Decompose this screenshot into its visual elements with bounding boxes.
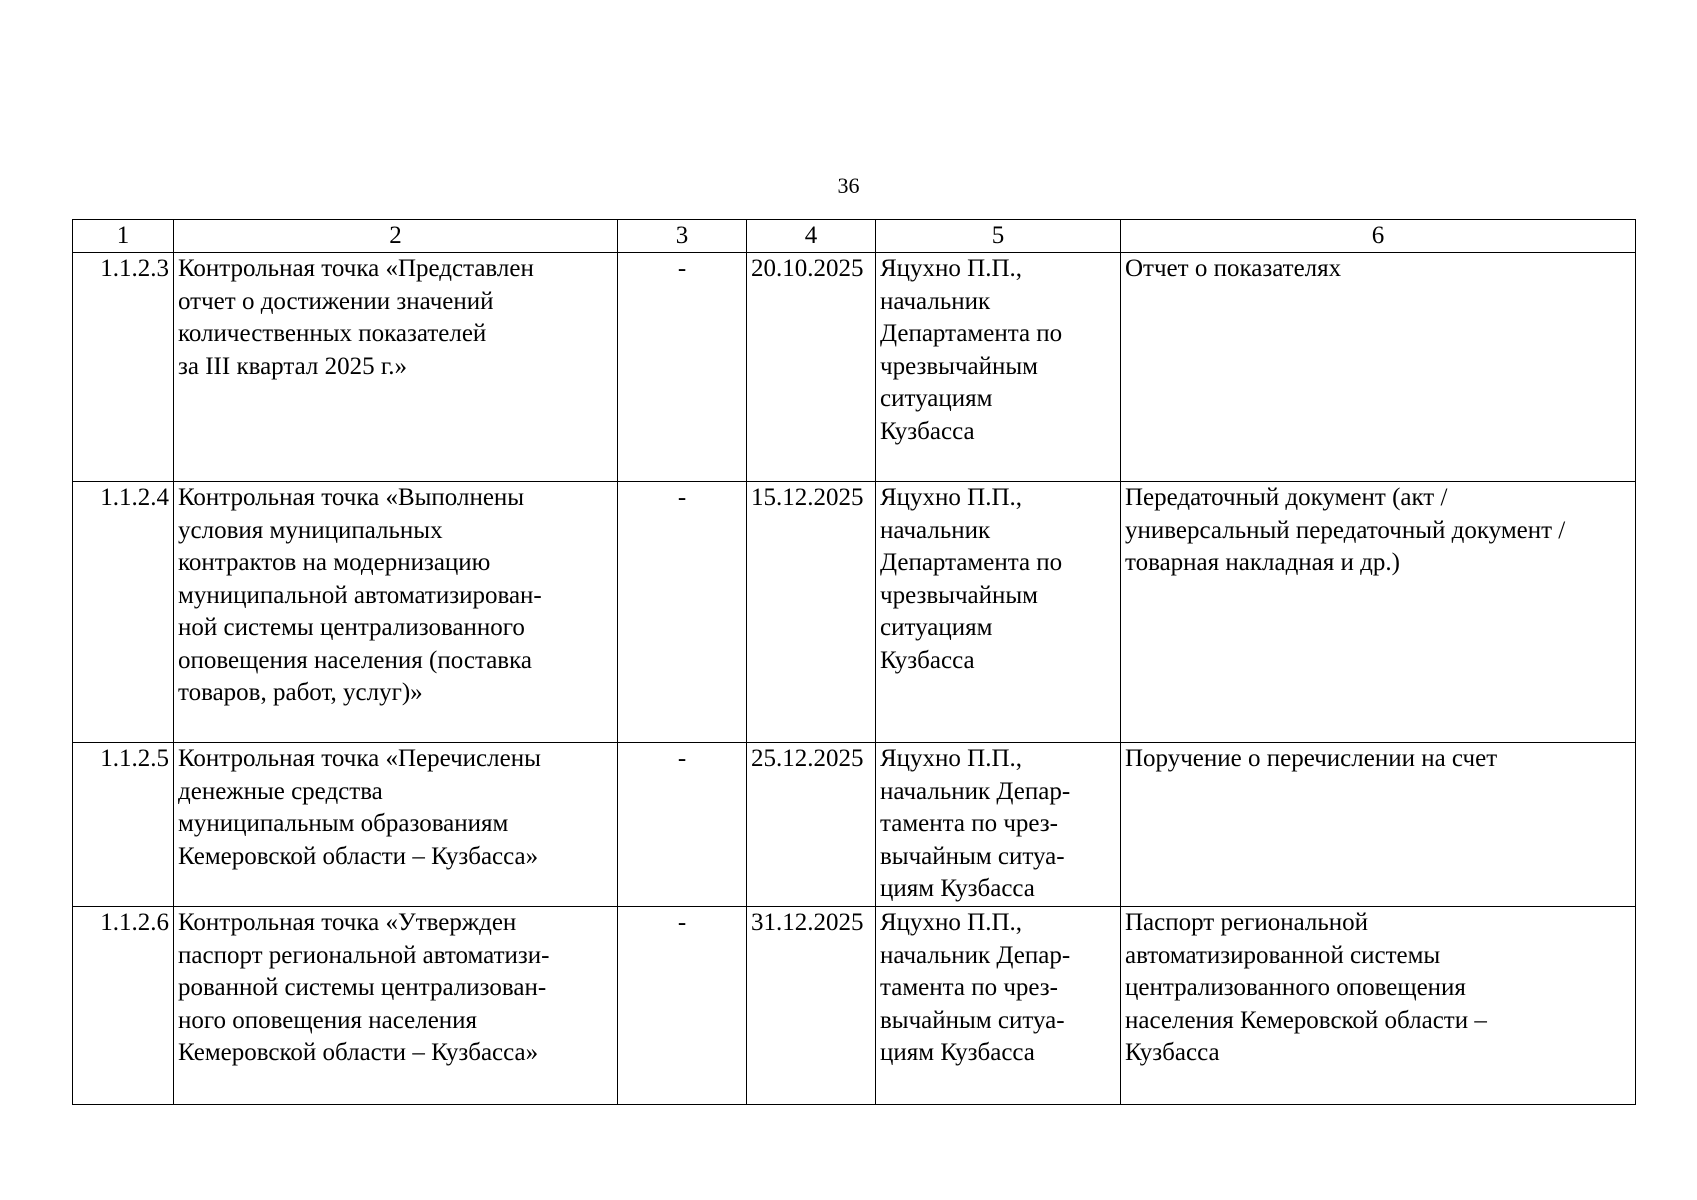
- row-number: 1.1.2.4: [73, 482, 174, 743]
- responsible-person: Яцухно П.П., начальник Депар- тамента по чрез- вычайным ситуа- циям Кузбасса: [876, 743, 1121, 907]
- table-row: [73, 482, 1636, 743]
- table-row: [73, 253, 1636, 482]
- column-header-1: 1: [73, 220, 174, 253]
- row-number: 1.1.2.6: [73, 907, 174, 1105]
- column-3-value: -: [618, 482, 747, 743]
- responsible-person: Яцухно П.П., начальник Департамента по чрезвычайным ситуациям Кузбасса: [876, 253, 1121, 482]
- table-row: [73, 743, 1636, 907]
- column-header-4: 4: [747, 220, 876, 253]
- row-number: 1.1.2.5: [73, 743, 174, 907]
- column-3-value: -: [618, 907, 747, 1105]
- due-date: 31.12.2025: [747, 907, 876, 1105]
- column-3-value: -: [618, 743, 747, 907]
- confirming-document: Паспорт региональной автоматизированной системы централизованного оповещения населения Кемеровской области – Кузбасса: [1121, 907, 1636, 1105]
- confirming-document: Отчет о показателях: [1121, 253, 1636, 482]
- row-number: 1.1.2.3: [73, 253, 174, 482]
- control-points-table: [72, 219, 1636, 1105]
- confirming-document: Поручение о перечислении на счет: [1121, 743, 1636, 907]
- column-header-5: 5: [876, 220, 1121, 253]
- due-date: 15.12.2025: [747, 482, 876, 743]
- control-point-text: Контрольная точка «Перечислены денежные средства муниципальным образованиям Кемеровской области – Кузбасса»: [174, 743, 618, 907]
- confirming-document: Передаточный документ (акт / универсальный передаточный документ / товарная накладная и др.): [1121, 482, 1636, 743]
- control-point-text: Контрольная точка «Представлен отчет о достижении значений количественных показателей за III квартал 2025 г.»: [174, 253, 618, 482]
- table-header-row: [73, 220, 1636, 253]
- page-number: 36: [837, 173, 860, 198]
- column-header-3: 3: [618, 220, 747, 253]
- due-date: 20.10.2025: [747, 253, 876, 482]
- responsible-person: Яцухно П.П., начальник Департамента по чрезвычайным ситуациям Кузбасса: [876, 482, 1121, 743]
- control-point-text: Контрольная точка «Выполнены условия муниципальных контрактов на модернизацию муниципальной автоматизирован- ной системы централизованного оповещения населения (поставка товаров, работ, услуг)»: [174, 482, 618, 743]
- control-point-text: Контрольная точка «Утвержден паспорт региональной автоматизи- рованной системы централизован- ного оповещения населения Кемеровской области – Кузбасса»: [174, 907, 618, 1105]
- column-header-2: 2: [174, 220, 618, 253]
- table-row: [73, 907, 1636, 1105]
- column-3-value: -: [618, 253, 747, 482]
- due-date: 25.12.2025: [747, 743, 876, 907]
- responsible-person: Яцухно П.П., начальник Депар- тамента по чрез- вычайным ситуа- циям Кузбасса: [876, 907, 1121, 1105]
- column-header-6: 6: [1121, 220, 1636, 253]
